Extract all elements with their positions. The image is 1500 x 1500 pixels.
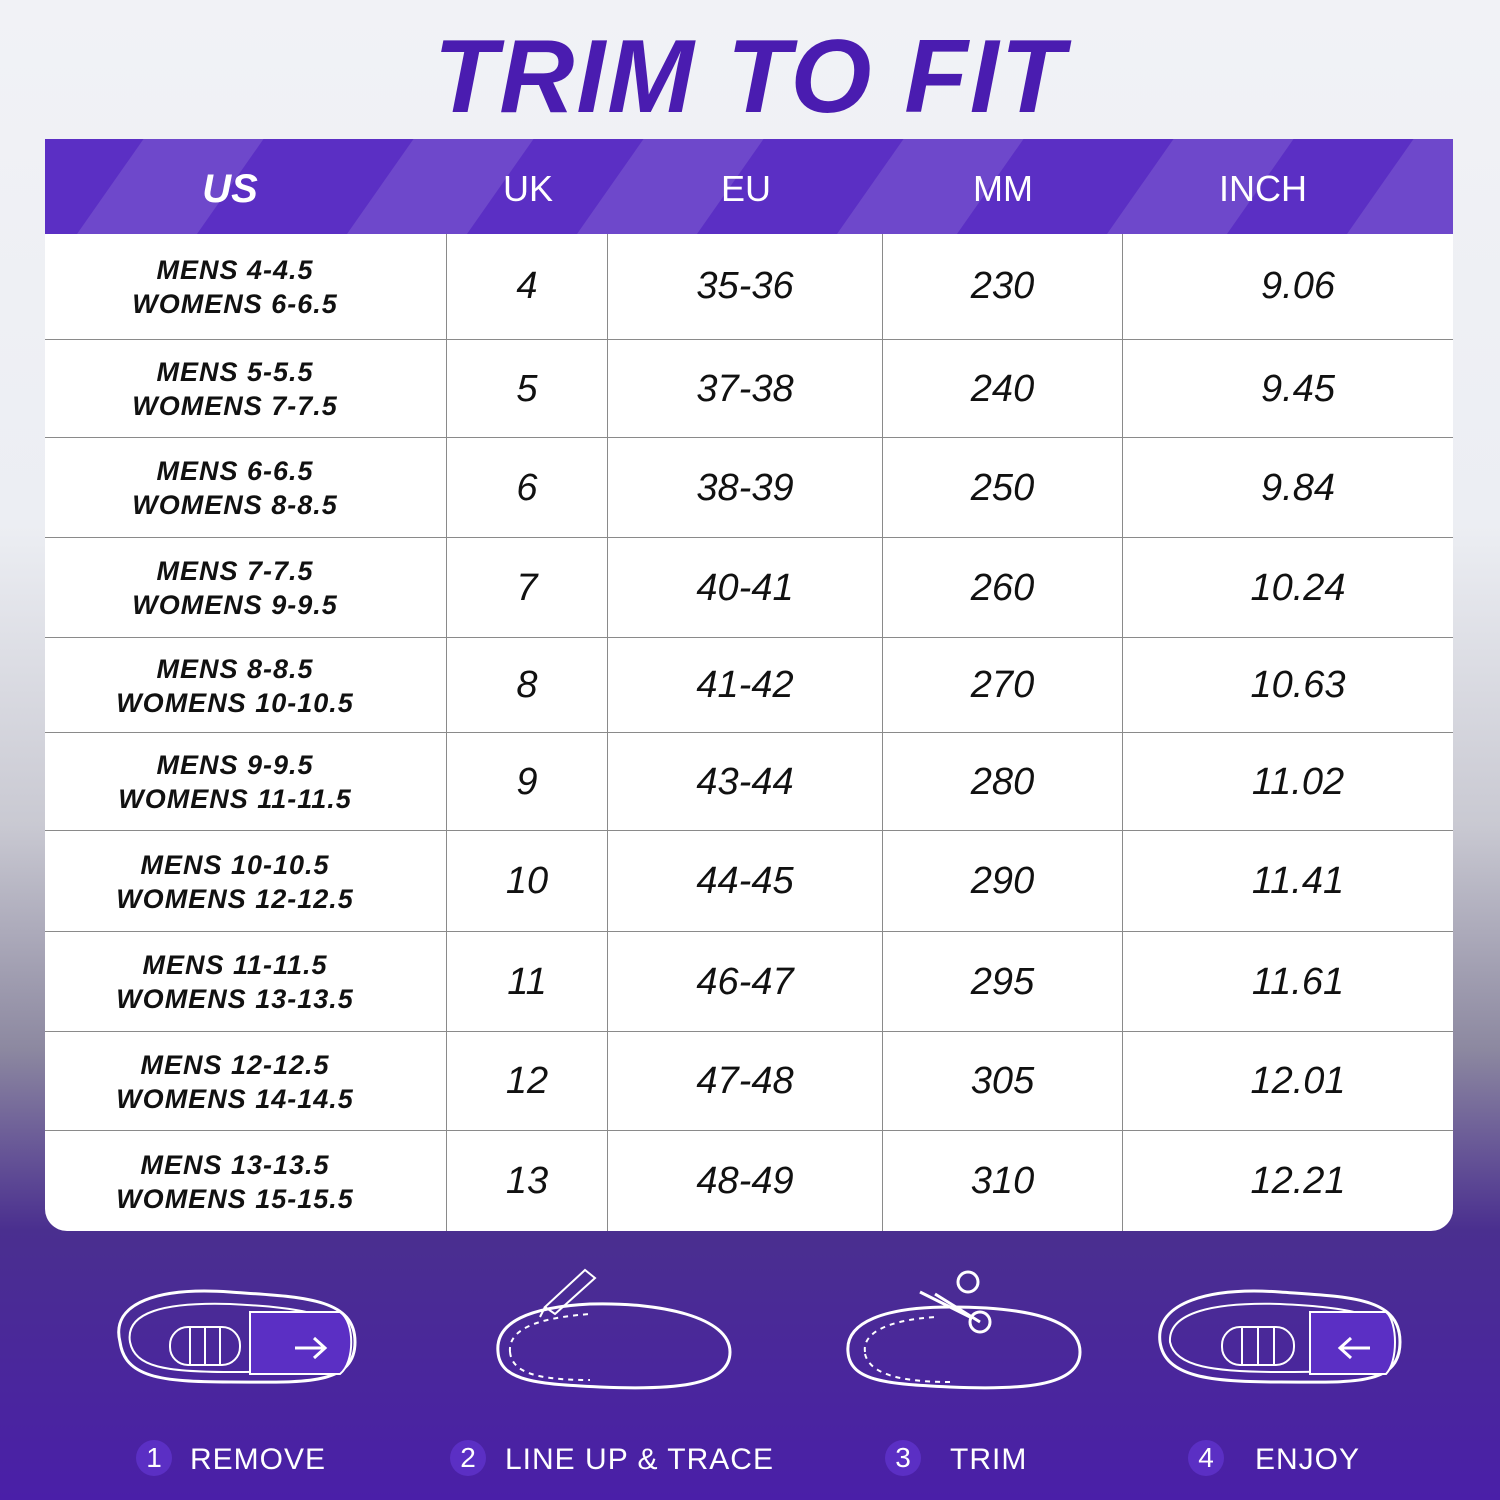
mm-size-cell: 305 [970,1060,1035,1102]
table-row [45,931,1453,1032]
us-mens-size: MENS 13-13.5 [140,1149,330,1180]
mm-size-cell: 230 [970,265,1035,307]
uk-size-cell: 5 [516,367,538,410]
step-label-remove: REMOVE [190,1443,327,1476]
column-divider [1122,234,1123,1231]
table-row [45,234,1453,339]
table-row [45,830,1453,932]
table-row [45,732,1453,831]
uk-size-cell: 12 [505,1060,549,1102]
inch-size-cell: 9.84 [1261,466,1335,509]
us-size-cell [45,538,425,638]
mm-size-cell: 240 [970,367,1035,410]
us-womens-size: WOMENS 15-15.5 [116,1183,354,1214]
us-mens-size: MENS 5-5.5 [156,357,314,387]
inch-size-cell: 12.01 [1250,1060,1346,1102]
eu-size-cell: 47-48 [696,1060,794,1102]
mm-size-cell: 295 [970,960,1035,1003]
us-size-cell [45,234,425,339]
step-label-trace: LINE UP & TRACE [505,1443,774,1476]
mm-size-cell: 280 [970,760,1035,803]
us-womens-size: WOMENS 14-14.5 [116,1083,354,1114]
us-womens-size: WOMENS 11-11.5 [118,784,352,814]
us-size-cell [45,733,425,831]
inch-size-cell: 9.06 [1261,265,1335,307]
us-womens-size: WOMENS 6-6.5 [132,288,338,319]
table-row [45,437,1453,538]
eu-size-cell: 43-44 [696,760,794,803]
us-womens-size: WOMENS 10-10.5 [116,687,354,718]
table-header [45,139,1453,234]
column-divider [607,234,608,1231]
uk-size-cell: 11 [507,960,547,1003]
inch-size-cell: 10.63 [1250,664,1346,706]
eu-size-cell: 37-38 [696,367,794,410]
inch-size-cell: 11.41 [1251,860,1345,902]
insole-remove-icon [100,1262,370,1402]
mm-size-cell: 290 [970,860,1035,902]
uk-size-cell: 9 [516,760,538,803]
us-mens-size: MENS 10-10.5 [140,849,330,880]
us-size-cell [45,638,425,733]
eu-size-cell: 35-36 [696,265,794,307]
us-size-cell [45,438,425,538]
size-chart-table [45,139,1453,1231]
eu-size-cell: 46-47 [696,960,794,1003]
header-eu: EU [720,168,771,209]
page-title: TRIM TO FIT [433,19,1067,135]
uk-size-cell: 6 [516,466,538,509]
mm-size-cell: 310 [970,1160,1035,1202]
us-mens-size: MENS 12-12.5 [140,1049,330,1080]
uk-size-cell: 13 [505,1160,549,1202]
table-row [45,1130,1453,1231]
step-number-3: 3 [885,1440,921,1476]
header-uk: UK [502,168,553,209]
eu-size-cell: 44-45 [696,860,794,902]
inch-size-cell: 12.21 [1250,1160,1346,1202]
us-womens-size: WOMENS 8-8.5 [132,490,338,520]
us-womens-size: WOMENS 13-13.5 [116,984,354,1014]
table-row [45,537,1453,638]
uk-size-cell: 7 [516,566,538,609]
column-divider [882,234,883,1231]
inch-size-cell: 11.61 [1251,960,1345,1003]
us-mens-size: MENS 6-6.5 [156,456,314,486]
us-mens-size: MENS 4-4.5 [156,254,314,285]
step-number-2: 2 [450,1440,486,1476]
us-size-cell [45,340,425,438]
mm-size-cell: 270 [970,664,1035,706]
us-womens-size: WOMENS 12-12.5 [116,883,354,914]
insole-trace-icon [490,1262,750,1402]
step-label-enjoy: ENJOY [1255,1443,1361,1476]
mm-size-cell: 260 [970,566,1035,609]
us-womens-size: WOMENS 9-9.5 [132,590,338,620]
insole-trim-icon [840,1262,1100,1402]
eu-size-cell: 38-39 [696,466,794,509]
table-row [45,1031,1453,1131]
step-number-4: 4 [1188,1440,1224,1476]
insole-insert-icon [1150,1262,1420,1402]
us-size-cell [45,1131,425,1231]
header-mm: MM [973,168,1033,209]
inch-size-cell: 9.45 [1261,367,1335,410]
table-row [45,637,1453,733]
inch-size-cell: 11.02 [1251,760,1345,803]
uk-size-cell: 4 [516,265,538,307]
us-mens-size: MENS 11-11.5 [142,950,328,980]
eu-size-cell: 41-42 [696,664,794,706]
us-mens-size: MENS 9-9.5 [156,750,314,780]
us-mens-size: MENS 7-7.5 [156,556,314,586]
step-label-trim: TRIM [950,1443,1028,1476]
header-us: US [202,167,258,211]
us-size-cell [45,1032,425,1131]
us-mens-size: MENS 8-8.5 [156,653,314,684]
inch-size-cell: 10.24 [1250,566,1346,609]
mm-size-cell: 250 [970,466,1035,509]
us-womens-size: WOMENS 7-7.5 [132,391,338,421]
step-number-1: 1 [136,1440,172,1476]
uk-size-cell: 10 [505,860,549,902]
table-row [45,339,1453,438]
eu-size-cell: 48-49 [696,1160,794,1202]
header-inch: INCH [1219,168,1307,209]
us-size-cell [45,932,425,1032]
column-divider [446,234,447,1231]
uk-size-cell: 8 [516,664,538,706]
eu-size-cell: 40-41 [696,566,794,609]
us-size-cell [45,831,425,932]
